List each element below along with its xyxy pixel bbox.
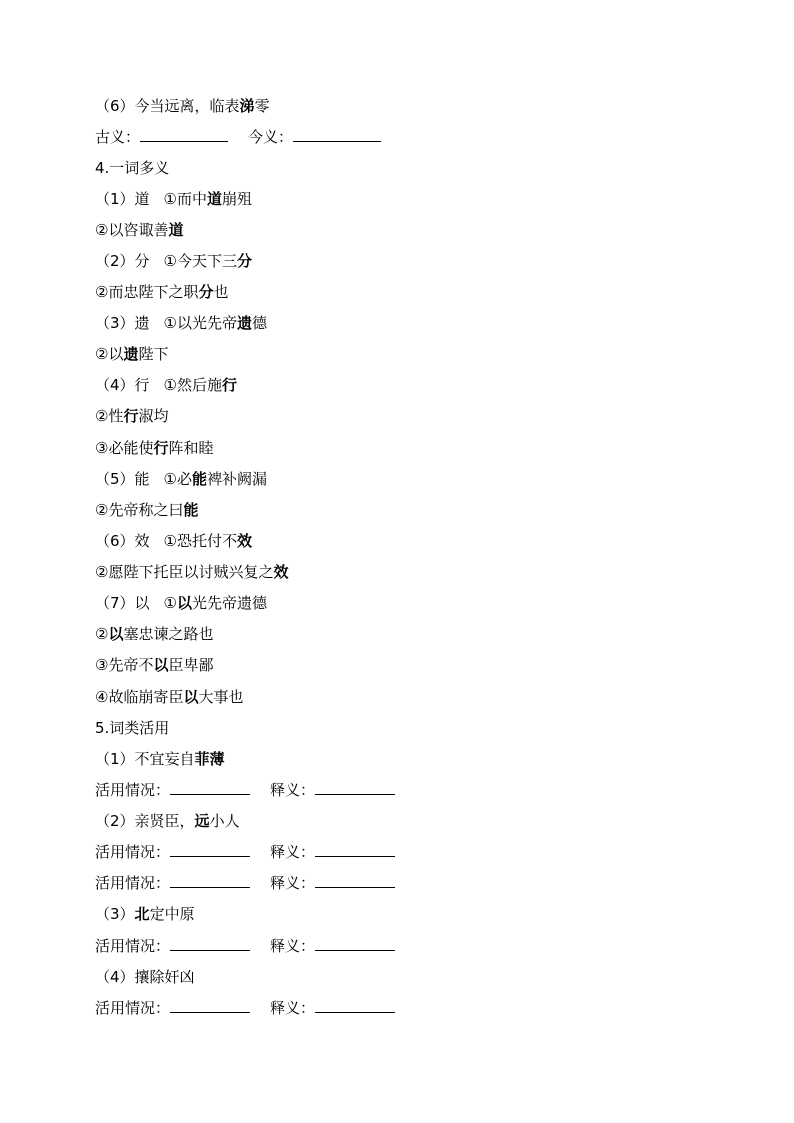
answer-blank[interactable] xyxy=(170,996,250,1013)
polysemy-item: （3）遗 ①以光先帝遗德 xyxy=(95,314,268,332)
polysemy-sub-item: ④故临崩寄臣以大事也 xyxy=(95,688,244,706)
polysemy-sub-item: ②以咨诹善道 xyxy=(95,221,184,239)
word-class-item: （2）亲贤臣，远小人 xyxy=(95,812,240,830)
answer-blank[interactable] xyxy=(315,934,395,951)
ancient-modern-item-6: （6）今当远离，临表涕零 xyxy=(95,97,270,115)
answer-blank[interactable] xyxy=(315,871,395,888)
polysemy-item: （6）效 ①恐托付不效 xyxy=(95,532,253,550)
word-class-item: （4）攘除奸凶 xyxy=(95,968,195,986)
polysemy-sub-item: ②以塞忠谏之路也 xyxy=(95,625,214,643)
polysemy-sub-item: ②愿陛下托臣以讨贼兴复之效 xyxy=(95,563,289,581)
polysemy-sub-item: ②以遗陛下 xyxy=(95,345,169,363)
polysemy-sub-item: ②性行淑均 xyxy=(95,407,169,425)
fill-in-row: 活用情况： 释义： xyxy=(95,778,415,802)
word-class-item: （1）不宜妄自菲薄 xyxy=(95,750,225,768)
answer-blank[interactable] xyxy=(170,778,250,795)
answer-blank[interactable] xyxy=(293,125,381,142)
polysemy-item: （2）分 ①今天下三分 xyxy=(95,252,253,270)
section-heading: 4.一词多义 xyxy=(95,159,170,177)
answer-blank[interactable] xyxy=(140,125,228,142)
section-heading: 5.词类活用 xyxy=(95,719,170,737)
fill-in-row: 活用情况： 释义： xyxy=(95,871,415,895)
polysemy-sub-item: ③必能使行阵和睦 xyxy=(95,439,214,457)
answer-blank[interactable] xyxy=(170,840,250,857)
polysemy-item: （5）能 ①必能裨补阙漏 xyxy=(95,470,268,488)
answer-blank[interactable] xyxy=(170,934,250,951)
fill-in-row: 活用情况： 释义： xyxy=(95,996,415,1020)
answer-blank[interactable] xyxy=(170,871,250,888)
fill-in-row: 活用情况： 释义： xyxy=(95,840,415,864)
polysemy-sub-item: ②先帝称之曰能 xyxy=(95,501,199,519)
polysemy-item: （1）道 ①而中道崩殂 xyxy=(95,190,253,208)
answer-blank[interactable] xyxy=(315,778,395,795)
polysemy-item: （7）以 ①以光先帝遗德 xyxy=(95,594,268,612)
polysemy-item: （4）行 ①然后施行 xyxy=(95,376,238,394)
answer-blank[interactable] xyxy=(315,840,395,857)
polysemy-sub-item: ③先帝不以臣卑鄙 xyxy=(95,656,214,674)
fill-in-row: 活用情况： 释义： xyxy=(95,934,415,958)
fill-in-row: 古义： 今义： xyxy=(95,125,401,149)
word-class-item: （3）北定中原 xyxy=(95,905,195,923)
polysemy-sub-item: ②而忠陛下之职分也 xyxy=(95,283,229,301)
answer-blank[interactable] xyxy=(315,996,395,1013)
